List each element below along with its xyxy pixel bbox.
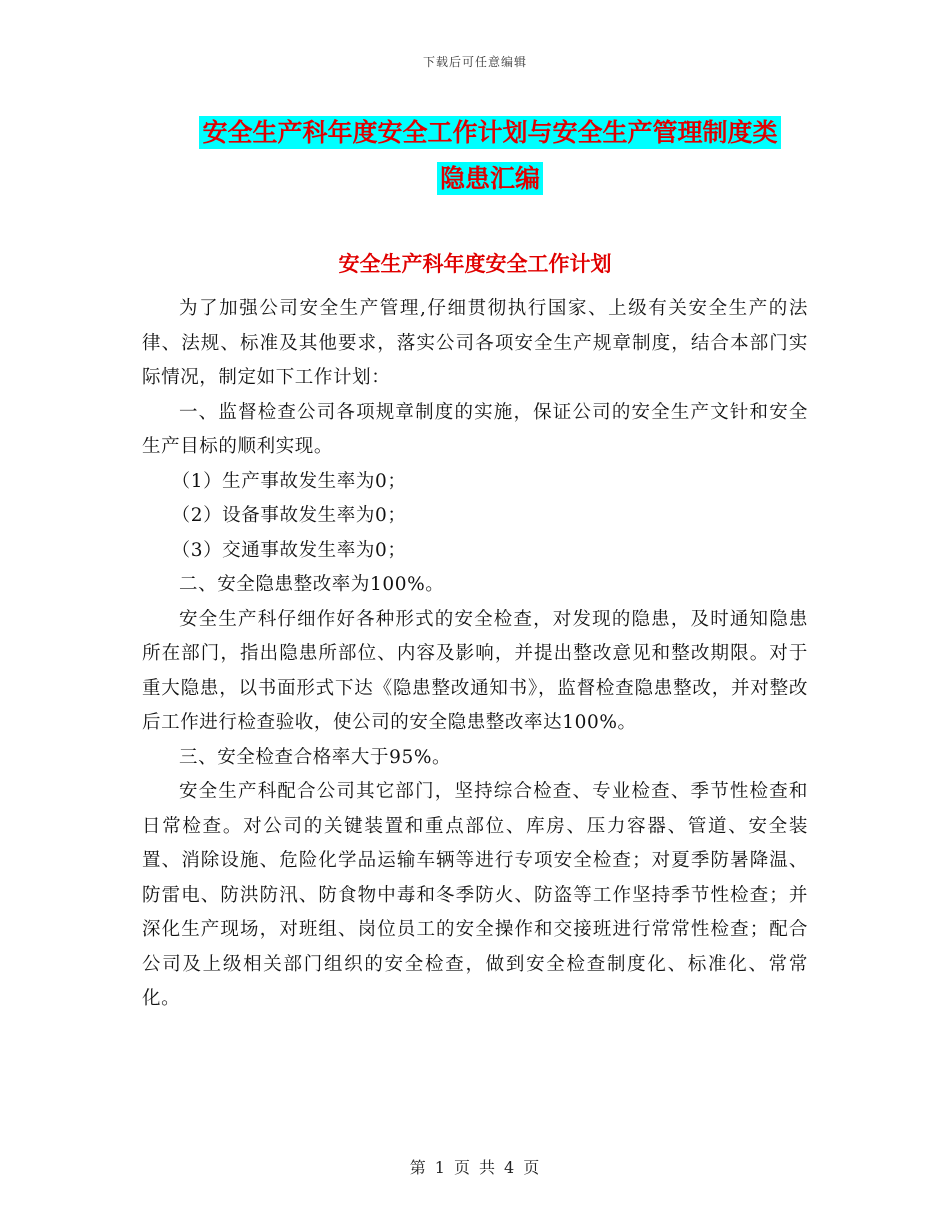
page-total-prefix: 共 (479, 1158, 497, 1177)
paragraph-goal-2: 二、安全隐患整改率为100%。 (179, 574, 445, 595)
document-body (142, 292, 808, 1017)
page-prefix: 第 (409, 1158, 427, 1177)
list-item: （3）交通事故发生率为0； (171, 539, 407, 561)
document-title (140, 110, 840, 202)
page-total: 4 (504, 1158, 516, 1177)
list-item: （2）设备事故发生率为0； (171, 505, 407, 526)
paragraph-goal-1: 一、监督检查公司各项规章制度的实施，保证公司的安全生产文针和安全生产目标的顺利实现。 (142, 401, 808, 457)
section-title: 安全生产科年度安全工作计划 (338, 251, 612, 276)
page-mid: 页 (453, 1158, 471, 1177)
paragraph-goal-3: 三、安全检查合格率大于95%。 (179, 746, 452, 768)
list-item: （1）生产事故发生率为0； (171, 470, 407, 492)
page-footer (0, 1155, 950, 1178)
page-current: 1 (434, 1158, 446, 1177)
page-header-note: 下载后可任意编辑 (422, 55, 527, 69)
paragraph-hazard-rectification: 安全生产科仔细作好各种形式的安全检查，对发现的隐患，及时通知隐患所在部门，指出隐患所部位、内容及影响，并提出整改意见和整改期限。对于重大隐患，以书面形式下达《隐患整改通知书》，监督检查隐患整改，并对整改后工作进行检查验收，使公司的安全隐患整改率达100%。 (142, 608, 808, 733)
page-suffix: 页 (523, 1158, 541, 1177)
paragraph-safety-inspection: 安全生产科配合公司其它部门，坚持综合检查、专业检查、季节性检查和日常检查。对公司的关键装置和重点部位、库房、压力容器、管道、安全装置、消除设施、危险化学品运输车辆等进行专项安全检查；对夏季防暑降温、防雷电、防洪防汛、防食物中毒和冬季防火、防盗等工作坚持季节性检查；并深化生产现场，对班组、岗位员工的安全操作和交接班进行常常性检查；配合公司及上级相关部门组织的安全检查，做到安全检查制度化、标准化、常常化。 (142, 781, 808, 1009)
document-title-line2: 隐患汇编 (437, 162, 543, 195)
paragraph-intro: 为了加强公司安全生产管理,仔细贯彻执行国家、上级有关安全生产的法律、法规、标准及其他要求，落实公司各项安全生产规章制度，结合本部门实际情况，制定如下工作计划： (142, 298, 808, 388)
document-title-line1: 安全生产科年度安全工作计划与安全生产管理制度类 (199, 116, 780, 149)
